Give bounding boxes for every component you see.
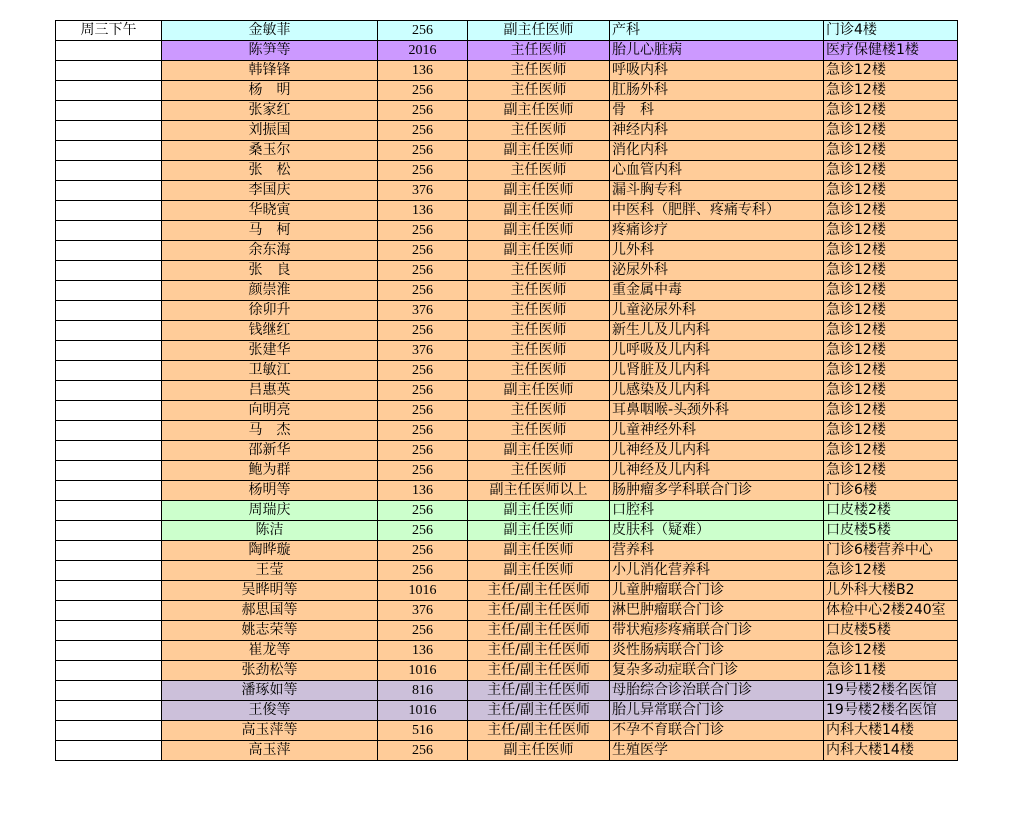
day-cell bbox=[56, 521, 162, 541]
table-row bbox=[56, 541, 958, 561]
day-cell bbox=[56, 461, 162, 481]
table-row bbox=[56, 441, 958, 461]
title-cell: 主任医师 bbox=[468, 281, 610, 301]
department-cell: 带状疱疹疼痛联合门诊 bbox=[610, 621, 824, 641]
department-cell: 心血管内科 bbox=[610, 161, 824, 181]
title-cell: 主任医师 bbox=[468, 81, 610, 101]
table-row bbox=[56, 561, 958, 581]
doctor-name-cell: 钱继红 bbox=[162, 321, 378, 341]
fee-cell: 256 bbox=[378, 541, 468, 561]
table-row bbox=[56, 101, 958, 121]
table-row bbox=[56, 521, 958, 541]
location-cell: 急诊12楼 bbox=[824, 121, 958, 141]
fee-cell: 256 bbox=[378, 261, 468, 281]
title-cell: 主任医师 bbox=[468, 361, 610, 381]
location-cell: 急诊12楼 bbox=[824, 81, 958, 101]
location-cell: 急诊12楼 bbox=[824, 261, 958, 281]
day-cell bbox=[56, 601, 162, 621]
doctor-name-cell: 张 松 bbox=[162, 161, 378, 181]
title-cell: 副主任医师 bbox=[468, 141, 610, 161]
table-row bbox=[56, 81, 958, 101]
doctor-name-cell: 韩锋锋 bbox=[162, 61, 378, 81]
department-cell: 复杂多动症联合门诊 bbox=[610, 661, 824, 681]
day-cell bbox=[56, 221, 162, 241]
table-row bbox=[56, 481, 958, 501]
doctor-name-cell: 余东海 bbox=[162, 241, 378, 261]
title-cell: 副主任医师以上 bbox=[468, 481, 610, 501]
day-cell bbox=[56, 621, 162, 641]
location-cell: 急诊12楼 bbox=[824, 161, 958, 181]
fee-cell: 256 bbox=[378, 81, 468, 101]
title-cell: 主任医师 bbox=[468, 321, 610, 341]
day-cell bbox=[56, 341, 162, 361]
location-cell: 急诊12楼 bbox=[824, 401, 958, 421]
doctor-name-cell: 杨 明 bbox=[162, 81, 378, 101]
department-cell: 新生儿及儿内科 bbox=[610, 321, 824, 341]
title-cell: 主任医师 bbox=[468, 401, 610, 421]
fee-cell: 256 bbox=[378, 101, 468, 121]
fee-cell: 256 bbox=[378, 141, 468, 161]
day-cell bbox=[56, 61, 162, 81]
day-cell bbox=[56, 441, 162, 461]
department-cell: 儿感染及儿内科 bbox=[610, 381, 824, 401]
fee-cell: 1016 bbox=[378, 581, 468, 601]
day-cell bbox=[56, 41, 162, 61]
table-row bbox=[56, 461, 958, 481]
location-cell: 内科大楼14楼 bbox=[824, 721, 958, 741]
fee-cell: 256 bbox=[378, 21, 468, 41]
table-row bbox=[56, 261, 958, 281]
location-cell: 口皮楼2楼 bbox=[824, 501, 958, 521]
department-cell: 口腔科 bbox=[610, 501, 824, 521]
location-cell: 门诊6楼营养中心 bbox=[824, 541, 958, 561]
department-cell: 儿肾脏及儿内科 bbox=[610, 361, 824, 381]
location-cell: 急诊12楼 bbox=[824, 381, 958, 401]
table-row bbox=[56, 281, 958, 301]
location-cell: 急诊12楼 bbox=[824, 441, 958, 461]
day-cell bbox=[56, 721, 162, 741]
fee-cell: 376 bbox=[378, 301, 468, 321]
doctor-name-cell: 张 良 bbox=[162, 261, 378, 281]
department-cell: 疼痛诊疗 bbox=[610, 221, 824, 241]
fee-cell: 256 bbox=[378, 461, 468, 481]
location-cell: 急诊12楼 bbox=[824, 101, 958, 121]
day-cell bbox=[56, 121, 162, 141]
department-cell: 儿外科 bbox=[610, 241, 824, 261]
table-row bbox=[56, 161, 958, 181]
title-cell: 主任医师 bbox=[468, 421, 610, 441]
day-cell bbox=[56, 641, 162, 661]
day-cell bbox=[56, 201, 162, 221]
department-cell: 儿呼吸及儿内科 bbox=[610, 341, 824, 361]
fee-cell: 256 bbox=[378, 381, 468, 401]
title-cell: 主任/副主任医师 bbox=[468, 641, 610, 661]
department-cell: 淋巴肿瘤联合门诊 bbox=[610, 601, 824, 621]
table-row bbox=[56, 601, 958, 621]
doctor-name-cell: 金敏菲 bbox=[162, 21, 378, 41]
location-cell: 医疗保健楼1楼 bbox=[824, 41, 958, 61]
location-cell: 急诊12楼 bbox=[824, 341, 958, 361]
day-cell bbox=[56, 701, 162, 721]
location-cell: 体检中心2楼240室 bbox=[824, 601, 958, 621]
table-row bbox=[56, 501, 958, 521]
doctor-name-cell: 陈笋等 bbox=[162, 41, 378, 61]
doctor-name-cell: 周瑞庆 bbox=[162, 501, 378, 521]
title-cell: 副主任医师 bbox=[468, 561, 610, 581]
doctor-name-cell: 向明亮 bbox=[162, 401, 378, 421]
day-cell bbox=[56, 561, 162, 581]
doctor-name-cell: 邵新华 bbox=[162, 441, 378, 461]
fee-cell: 256 bbox=[378, 421, 468, 441]
fee-cell: 376 bbox=[378, 341, 468, 361]
department-cell: 儿神经及儿内科 bbox=[610, 441, 824, 461]
department-cell: 儿神经及儿内科 bbox=[610, 461, 824, 481]
day-cell bbox=[56, 421, 162, 441]
day-cell bbox=[56, 301, 162, 321]
title-cell: 主任医师 bbox=[468, 121, 610, 141]
department-cell: 儿童神经外科 bbox=[610, 421, 824, 441]
title-cell: 主任医师 bbox=[468, 341, 610, 361]
location-cell: 内科大楼14楼 bbox=[824, 741, 958, 761]
table-row bbox=[56, 641, 958, 661]
title-cell: 副主任医师 bbox=[468, 741, 610, 761]
title-cell: 副主任医师 bbox=[468, 441, 610, 461]
department-cell: 不孕不育联合门诊 bbox=[610, 721, 824, 741]
day-cell bbox=[56, 541, 162, 561]
table-row bbox=[56, 581, 958, 601]
doctor-name-cell: 高玉萍等 bbox=[162, 721, 378, 741]
fee-cell: 136 bbox=[378, 201, 468, 221]
department-cell: 肠肿瘤多学科联合门诊 bbox=[610, 481, 824, 501]
title-cell: 主任医师 bbox=[468, 61, 610, 81]
table-row bbox=[56, 741, 958, 761]
fee-cell: 256 bbox=[378, 161, 468, 181]
title-cell: 主任医师 bbox=[468, 161, 610, 181]
table-row bbox=[56, 21, 958, 41]
department-cell: 骨 科 bbox=[610, 101, 824, 121]
location-cell: 门诊6楼 bbox=[824, 481, 958, 501]
day-cell bbox=[56, 141, 162, 161]
title-cell: 副主任医师 bbox=[468, 181, 610, 201]
doctor-name-cell: 华晓寅 bbox=[162, 201, 378, 221]
schedule-body bbox=[56, 21, 958, 761]
title-cell: 副主任医师 bbox=[468, 381, 610, 401]
fee-cell: 256 bbox=[378, 401, 468, 421]
day-cell bbox=[56, 241, 162, 261]
fee-cell: 516 bbox=[378, 721, 468, 741]
day-cell bbox=[56, 181, 162, 201]
location-cell: 口皮楼5楼 bbox=[824, 621, 958, 641]
title-cell: 主任/副主任医师 bbox=[468, 601, 610, 621]
title-cell: 主任医师 bbox=[468, 461, 610, 481]
day-cell bbox=[56, 381, 162, 401]
fee-cell: 256 bbox=[378, 501, 468, 521]
day-cell bbox=[56, 361, 162, 381]
table-row bbox=[56, 221, 958, 241]
location-cell: 急诊12楼 bbox=[824, 141, 958, 161]
title-cell: 主任/副主任医师 bbox=[468, 661, 610, 681]
table-row bbox=[56, 121, 958, 141]
table-row bbox=[56, 701, 958, 721]
title-cell: 副主任医师 bbox=[468, 101, 610, 121]
table-row bbox=[56, 181, 958, 201]
day-cell bbox=[56, 501, 162, 521]
title-cell: 副主任医师 bbox=[468, 521, 610, 541]
doctor-name-cell: 卫敏江 bbox=[162, 361, 378, 381]
fee-cell: 376 bbox=[378, 181, 468, 201]
doctor-name-cell: 陈洁 bbox=[162, 521, 378, 541]
location-cell: 急诊12楼 bbox=[824, 221, 958, 241]
day-cell bbox=[56, 401, 162, 421]
day-cell bbox=[56, 661, 162, 681]
department-cell: 皮肤科（疑难） bbox=[610, 521, 824, 541]
fee-cell: 256 bbox=[378, 441, 468, 461]
location-cell: 门诊4楼 bbox=[824, 21, 958, 41]
doctor-name-cell: 马 杰 bbox=[162, 421, 378, 441]
day-cell bbox=[56, 161, 162, 181]
department-cell: 漏斗胸专科 bbox=[610, 181, 824, 201]
department-cell: 儿童肿瘤联合门诊 bbox=[610, 581, 824, 601]
doctor-name-cell: 潘琢如等 bbox=[162, 681, 378, 701]
table-row bbox=[56, 621, 958, 641]
doctor-name-cell: 张建华 bbox=[162, 341, 378, 361]
department-cell: 消化内科 bbox=[610, 141, 824, 161]
department-cell: 营养科 bbox=[610, 541, 824, 561]
department-cell: 生殖医学 bbox=[610, 741, 824, 761]
department-cell: 呼吸内科 bbox=[610, 61, 824, 81]
fee-cell: 376 bbox=[378, 601, 468, 621]
department-cell: 神经内科 bbox=[610, 121, 824, 141]
title-cell: 副主任医师 bbox=[468, 21, 610, 41]
doctor-name-cell: 郝思国等 bbox=[162, 601, 378, 621]
doctor-name-cell: 张家红 bbox=[162, 101, 378, 121]
fee-cell: 256 bbox=[378, 321, 468, 341]
doctor-name-cell: 吴晔明等 bbox=[162, 581, 378, 601]
department-cell: 胎儿异常联合门诊 bbox=[610, 701, 824, 721]
doctor-name-cell: 崔龙等 bbox=[162, 641, 378, 661]
department-cell: 重金属中毒 bbox=[610, 281, 824, 301]
table-row bbox=[56, 321, 958, 341]
fee-cell: 136 bbox=[378, 481, 468, 501]
department-cell: 胎儿心脏病 bbox=[610, 41, 824, 61]
table-row bbox=[56, 721, 958, 741]
schedule-table bbox=[55, 20, 958, 761]
department-cell: 泌尿外科 bbox=[610, 261, 824, 281]
fee-cell: 136 bbox=[378, 61, 468, 81]
location-cell: 急诊11楼 bbox=[824, 661, 958, 681]
table-row bbox=[56, 401, 958, 421]
day-cell bbox=[56, 321, 162, 341]
fee-cell: 136 bbox=[378, 641, 468, 661]
doctor-name-cell: 姚志荣等 bbox=[162, 621, 378, 641]
fee-cell: 256 bbox=[378, 241, 468, 261]
title-cell: 主任/副主任医师 bbox=[468, 581, 610, 601]
department-cell: 儿童泌尿外科 bbox=[610, 301, 824, 321]
doctor-name-cell: 马 柯 bbox=[162, 221, 378, 241]
day-cell bbox=[56, 261, 162, 281]
doctor-name-cell: 刘振国 bbox=[162, 121, 378, 141]
department-cell: 母胎综合诊治联合门诊 bbox=[610, 681, 824, 701]
table-row bbox=[56, 61, 958, 81]
doctor-name-cell: 李国庆 bbox=[162, 181, 378, 201]
location-cell: 急诊12楼 bbox=[824, 241, 958, 261]
table-row bbox=[56, 301, 958, 321]
title-cell: 主任医师 bbox=[468, 301, 610, 321]
fee-cell: 2016 bbox=[378, 41, 468, 61]
title-cell: 主任医师 bbox=[468, 261, 610, 281]
doctor-name-cell: 王莹 bbox=[162, 561, 378, 581]
location-cell: 急诊12楼 bbox=[824, 641, 958, 661]
fee-cell: 256 bbox=[378, 561, 468, 581]
department-cell: 小儿消化营养科 bbox=[610, 561, 824, 581]
fee-cell: 256 bbox=[378, 361, 468, 381]
location-cell: 急诊12楼 bbox=[824, 461, 958, 481]
title-cell: 主任/副主任医师 bbox=[468, 721, 610, 741]
title-cell: 副主任医师 bbox=[468, 541, 610, 561]
location-cell: 急诊12楼 bbox=[824, 61, 958, 81]
title-cell: 主任/副主任医师 bbox=[468, 681, 610, 701]
day-cell bbox=[56, 281, 162, 301]
table-row bbox=[56, 381, 958, 401]
doctor-name-cell: 张劲松等 bbox=[162, 661, 378, 681]
day-cell bbox=[56, 681, 162, 701]
fee-cell: 256 bbox=[378, 121, 468, 141]
title-cell: 主任/副主任医师 bbox=[468, 621, 610, 641]
title-cell: 副主任医师 bbox=[468, 221, 610, 241]
table-row bbox=[56, 141, 958, 161]
location-cell: 急诊12楼 bbox=[824, 321, 958, 341]
table-row bbox=[56, 661, 958, 681]
fee-cell: 256 bbox=[378, 741, 468, 761]
doctor-name-cell: 高玉萍 bbox=[162, 741, 378, 761]
title-cell: 主任医师 bbox=[468, 41, 610, 61]
location-cell: 急诊12楼 bbox=[824, 281, 958, 301]
day-cell bbox=[56, 481, 162, 501]
location-cell: 急诊12楼 bbox=[824, 361, 958, 381]
location-cell: 口皮楼5楼 bbox=[824, 521, 958, 541]
fee-cell: 256 bbox=[378, 521, 468, 541]
title-cell: 主任/副主任医师 bbox=[468, 701, 610, 721]
doctor-name-cell: 杨明等 bbox=[162, 481, 378, 501]
doctor-name-cell: 颜崇淮 bbox=[162, 281, 378, 301]
doctor-name-cell: 徐卯升 bbox=[162, 301, 378, 321]
location-cell: 急诊12楼 bbox=[824, 181, 958, 201]
title-cell: 副主任医师 bbox=[468, 501, 610, 521]
department-cell: 耳鼻咽喉-头颈外科 bbox=[610, 401, 824, 421]
day-cell bbox=[56, 101, 162, 121]
table-row bbox=[56, 201, 958, 221]
fee-cell: 816 bbox=[378, 681, 468, 701]
location-cell: 急诊12楼 bbox=[824, 201, 958, 221]
title-cell: 副主任医师 bbox=[468, 241, 610, 261]
fee-cell: 256 bbox=[378, 621, 468, 641]
fee-cell: 256 bbox=[378, 221, 468, 241]
title-cell: 副主任医师 bbox=[468, 201, 610, 221]
fee-cell: 1016 bbox=[378, 701, 468, 721]
location-cell: 19号楼2楼名医馆 bbox=[824, 701, 958, 721]
table-row bbox=[56, 681, 958, 701]
doctor-name-cell: 吕惠英 bbox=[162, 381, 378, 401]
doctor-name-cell: 桑玉尔 bbox=[162, 141, 378, 161]
department-cell: 肛肠外科 bbox=[610, 81, 824, 101]
location-cell: 急诊12楼 bbox=[824, 421, 958, 441]
day-cell: 周三下午 bbox=[56, 21, 162, 41]
location-cell: 急诊12楼 bbox=[824, 301, 958, 321]
day-cell bbox=[56, 81, 162, 101]
location-cell: 儿外科大楼B2 bbox=[824, 581, 958, 601]
department-cell: 炎性肠病联合门诊 bbox=[610, 641, 824, 661]
fee-cell: 256 bbox=[378, 281, 468, 301]
department-cell: 中医科（肥胖、疼痛专科） bbox=[610, 201, 824, 221]
department-cell: 产科 bbox=[610, 21, 824, 41]
table-row bbox=[56, 361, 958, 381]
day-cell bbox=[56, 741, 162, 761]
table-row bbox=[56, 421, 958, 441]
day-cell bbox=[56, 581, 162, 601]
doctor-name-cell: 王俊等 bbox=[162, 701, 378, 721]
fee-cell: 1016 bbox=[378, 661, 468, 681]
table-row bbox=[56, 41, 958, 61]
doctor-name-cell: 陶晔璇 bbox=[162, 541, 378, 561]
location-cell: 急诊12楼 bbox=[824, 561, 958, 581]
doctor-name-cell: 鲍为群 bbox=[162, 461, 378, 481]
table-row bbox=[56, 241, 958, 261]
table-row bbox=[56, 341, 958, 361]
location-cell: 19号楼2楼名医馆 bbox=[824, 681, 958, 701]
